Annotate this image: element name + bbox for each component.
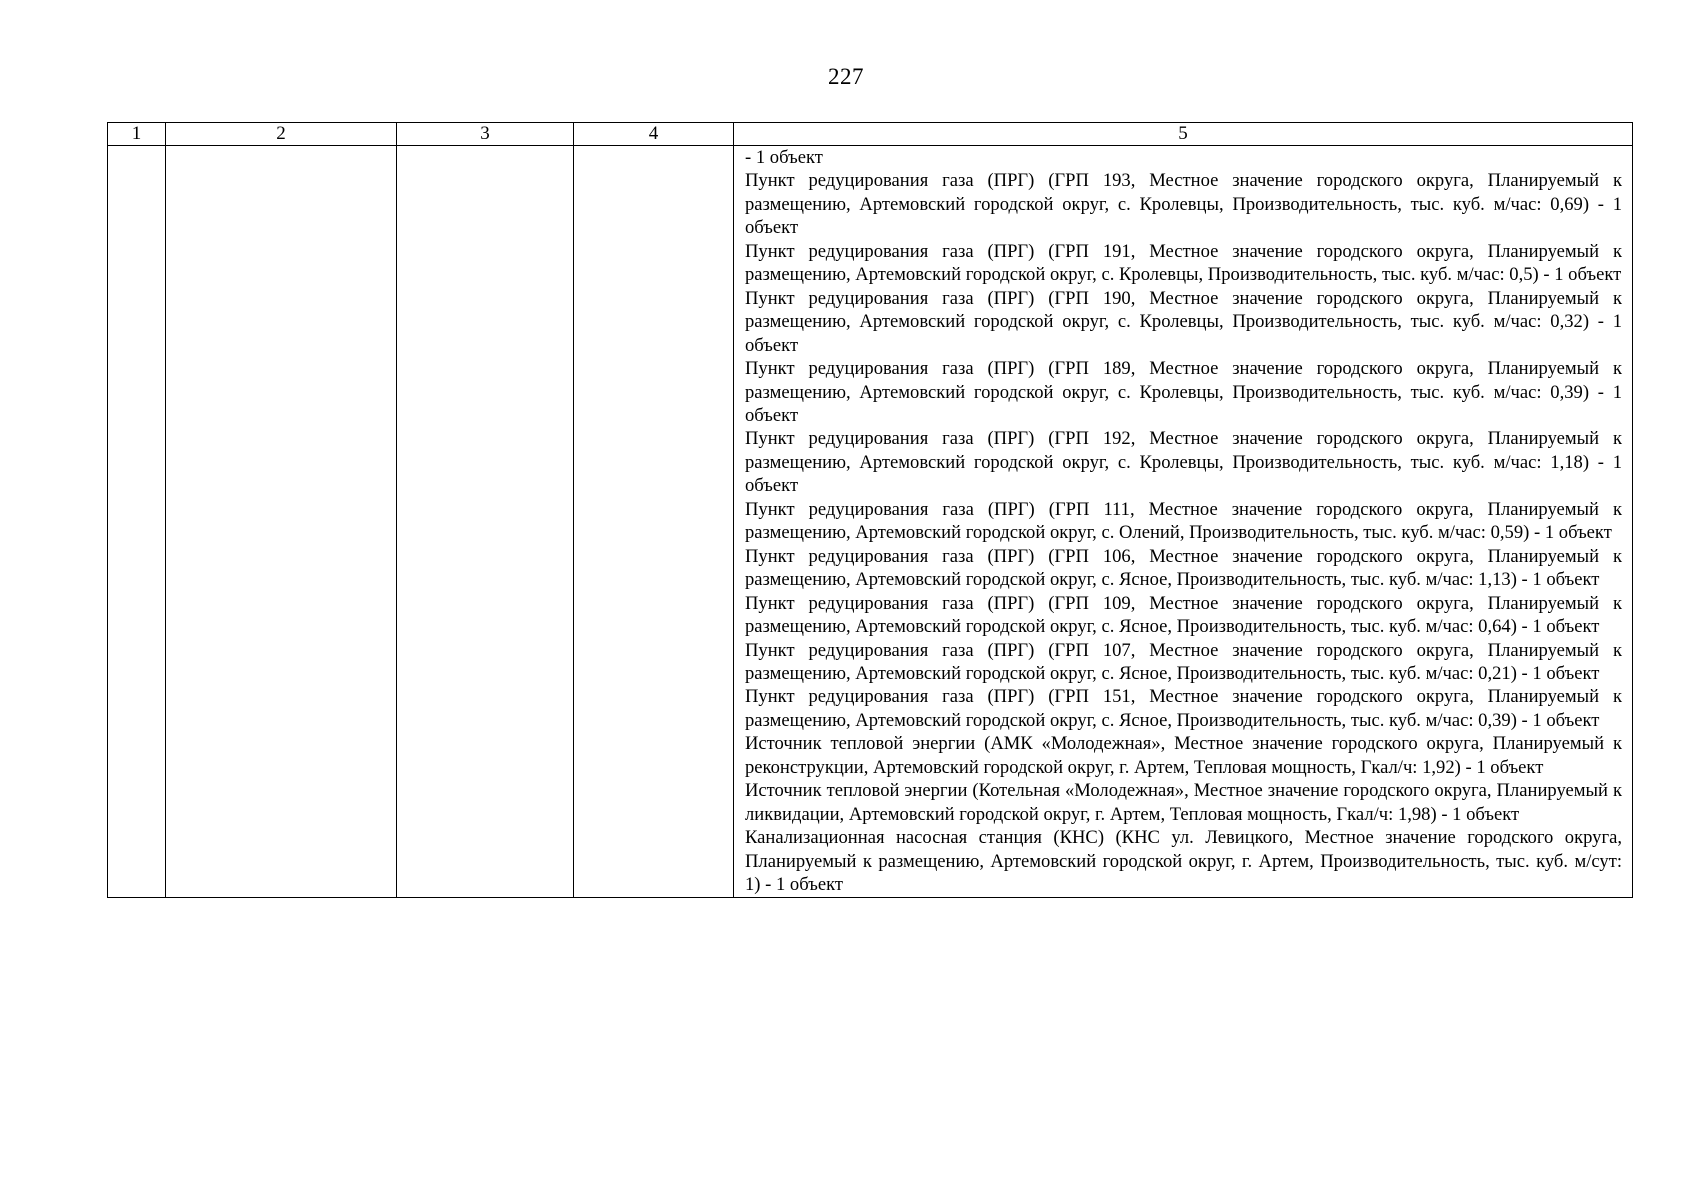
object-entry: Пункт редуцирования газа (ПРГ) (ГРП 189, Местное значение городского округа, Планируемый к размещению, Артемовский городской округ, с. Кролевцы, Производительность, тыс. куб. м/час: 0,39) - 1 объект: [745, 358, 1622, 426]
page-number: 227: [828, 64, 864, 89]
object-entry: Пункт редуцирования газа (ПРГ) (ГРП 190, Местное значение городского округа, Планируемый к размещению, Артемовский городской округ, с. Кролевцы, Производительность, тыс. куб. м/час: 0,32) - 1 объект: [745, 287, 1622, 356]
cell-col1: [108, 146, 166, 898]
table-row: [108, 146, 1633, 898]
object-entry: Пункт редуцирования газа (ПРГ) (ГРП 191, Местное значение городского округа, Планируемый к размещению, Артемовский городской округ, с. Кролевцы, Производительность, тыс. куб. м/час: 0,5) - 1 объект: [745, 240, 1622, 286]
object-entry: Пункт редуцирования газа (ПРГ) (ГРП 109, Местное значение городского округа, Планируемый к размещению, Артемовский городской округ, с. Ясное, Производительность, тыс. куб. м/час: 0,64) - 1 объект: [745, 592, 1622, 638]
column-header-5: 5: [734, 123, 1633, 146]
object-entry: Пункт редуцирования газа (ПРГ) (ГРП 107, Местное значение городского округа, Планируемый к размещению, Артемовский городской округ, с. Ясное, Производительность, тыс. куб. м/час: 0,21) - 1 объект: [745, 639, 1622, 684]
document-table: [107, 122, 1633, 898]
object-entry: Пункт редуцирования газа (ПРГ) (ГРП 111, Местное значение городского округа, Планируемый к размещению, Артемовский городской округ, с. Олений, Производительность, тыс. куб. м/час: 0,59) - 1 объект: [745, 498, 1622, 544]
column-header-4: 4: [574, 123, 734, 146]
object-entry: Пункт редуцирования газа (ПРГ) (ГРП 192, Местное значение городского округа, Планируемый к размещению, Артемовский городской округ, с. Кролевцы, Производительность, тыс. куб. м/час: 1,18) - 1 объект: [745, 428, 1622, 497]
column-header-3: 3: [397, 123, 574, 146]
column-header-2: 2: [166, 123, 397, 146]
cell-col4: [574, 146, 734, 898]
object-entry: Пункт редуцирования газа (ПРГ) (ГРП 151, Местное значение городского округа, Планируемый к размещению, Артемовский городской округ, с. Ясное, Производительность, тыс. куб. м/час: 0,39) - 1 объект: [745, 686, 1622, 731]
object-entry: Источник тепловой энергии (Котельная «Молодежная», Местное значение городского округа, Планируемый к ликвидации, Артемовский городской округ, г. Артем, Тепловая мощность, Гкал/ч: 1,98) - 1 объект: [745, 780, 1622, 825]
column-header-1: 1: [108, 123, 166, 146]
table-header-row: [108, 123, 1633, 146]
object-entry: Пункт редуцирования газа (ПРГ) (ГРП 193, Местное значение городского округа, Планируемый к размещению, Артемовский городской округ, с. Кролевцы, Производительность, тыс. куб. м/час: 0,69) - 1 объект: [745, 170, 1622, 239]
cell-col3: [397, 146, 574, 898]
object-entry: Источник тепловой энергии (АМК «Молодежная», Местное значение городского округа, Планируемый к реконструкции, Артемовский городской округ, г. Артем, Тепловая мощность, Гкал/ч: 1,92) - 1 объект: [745, 733, 1622, 778]
object-entry: - 1 объект: [745, 147, 823, 168]
cell-col2: [166, 146, 397, 898]
object-entry: Пункт редуцирования газа (ПРГ) (ГРП 106, Местное значение городского округа, Планируемый к размещению, Артемовский городской округ, с. Ясное, Производительность, тыс. куб. м/час: 1,13) - 1 объект: [745, 545, 1622, 591]
object-entry: Канализационная насосная станция (КНС) (КНС ул. Левицкого, Местное значение городского округа, Планируемый к размещению, Артемовский городской округ, г. Артем, Производительность, тыс. куб. м/сут: 1) - 1 объект: [745, 827, 1622, 896]
cell-col5: [734, 146, 1633, 898]
